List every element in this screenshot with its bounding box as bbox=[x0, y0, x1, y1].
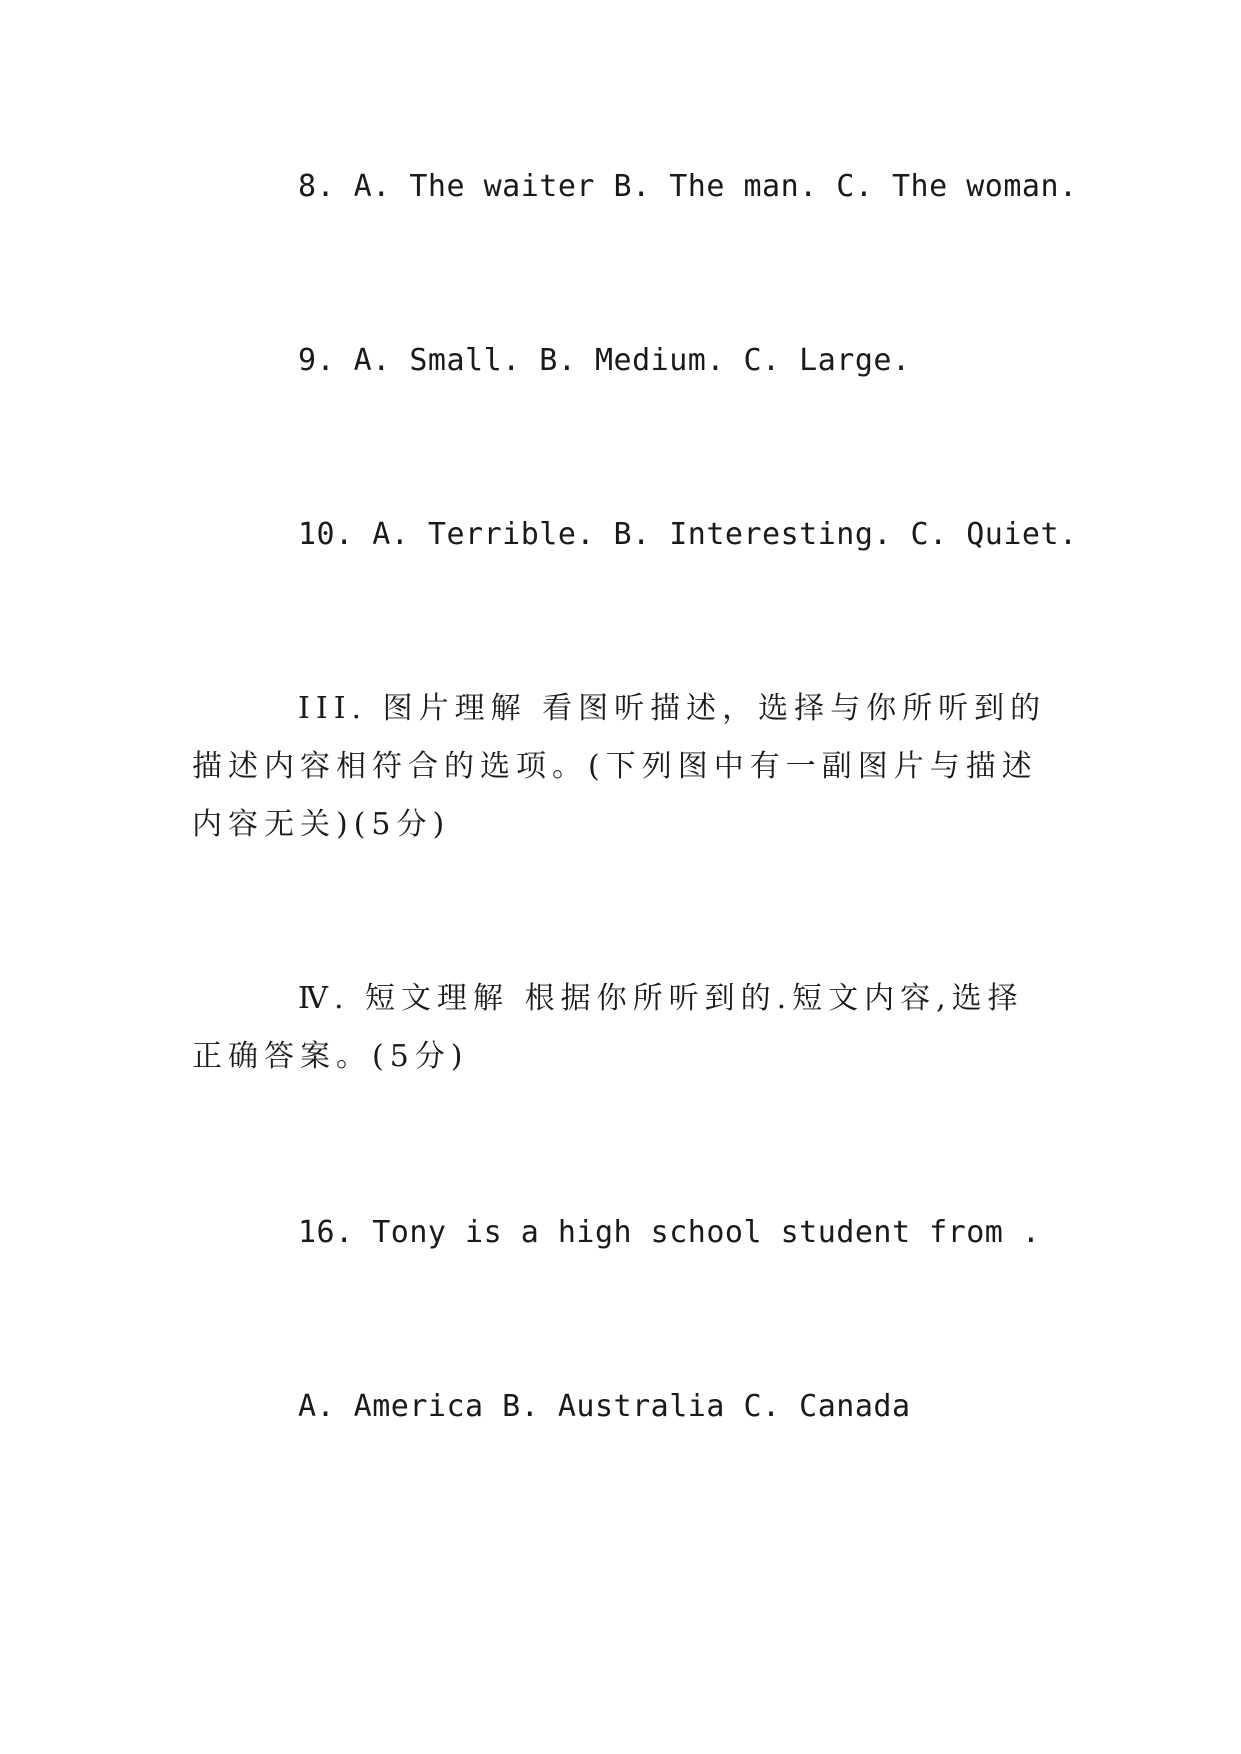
question-16: 16. Tony is a high school student from . bbox=[298, 1215, 1041, 1250]
section-3-instructions: III. 图片理解 看图听描述，选择与你所听到的描述内容相符合的选项。(下列图中有一副图片与描述内容无关)(5分) bbox=[192, 691, 1047, 842]
section-4-instructions: Ⅳ. 短文理解 根据你所听到的.短文内容,选择正确答案。(5分) bbox=[192, 981, 1024, 1074]
question-8: 8. A. The waiter B. The man. C. The woman. bbox=[298, 169, 1078, 204]
question-10: 10. A. Terrible. B. Interesting. C. Quiet. bbox=[298, 517, 1078, 552]
question-16-options: A. America B. Australia C. Canada bbox=[298, 1389, 911, 1424]
question-9: 9. A. Small. B. Medium. C. Large. bbox=[298, 343, 911, 378]
